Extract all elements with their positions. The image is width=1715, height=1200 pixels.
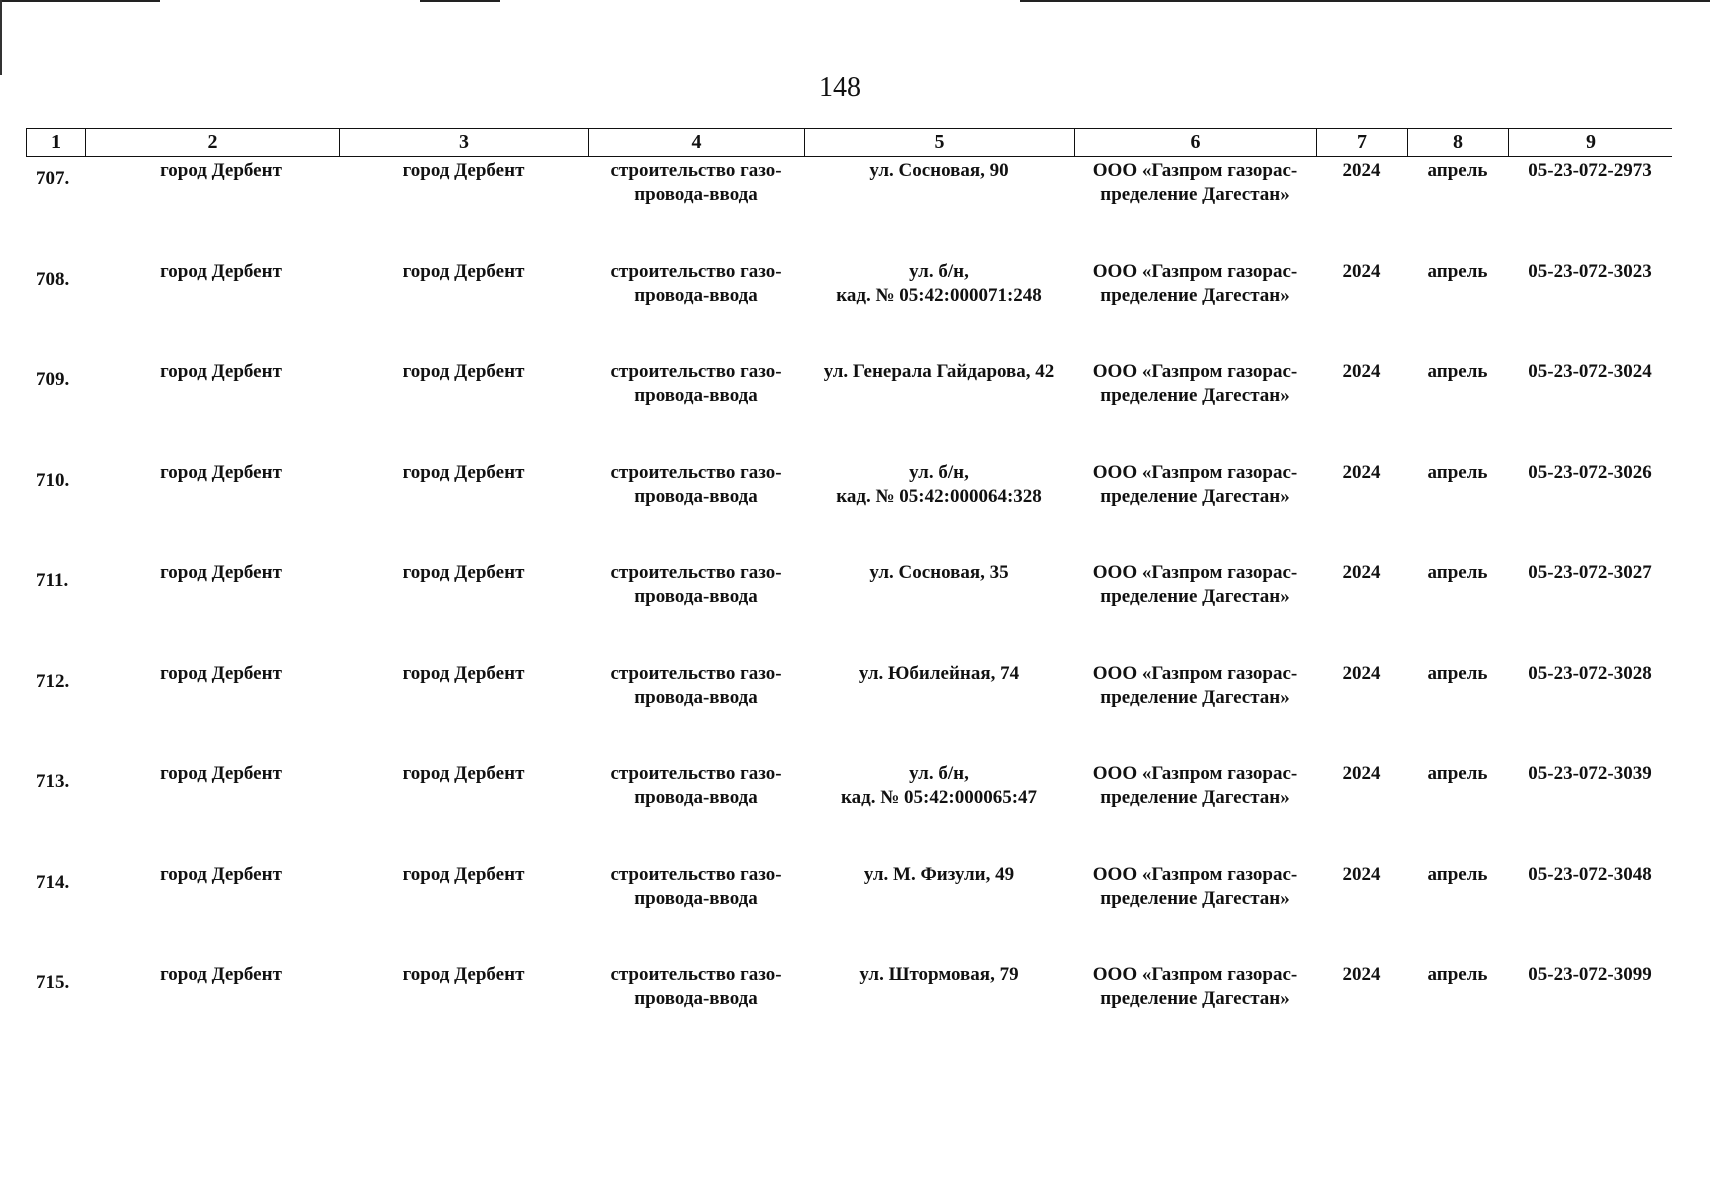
municipality-cell: город Дербент	[160, 461, 282, 483]
work-type-cell	[588, 963, 804, 1011]
address-cell-line: кад. № 05:42:000064:328	[836, 485, 1042, 507]
settlement-cell: город Дербент	[402, 160, 525, 181]
table-row	[26, 258, 1672, 359]
code-cell: 05-23-072-3023	[1528, 260, 1652, 282]
scan-edge-mark	[1020, 0, 1710, 2]
code-cell: 05-23-072-3027	[1528, 562, 1652, 583]
organization-cell	[1074, 863, 1316, 911]
organization-cell-line: пределение Дагестан»	[1100, 586, 1290, 607]
row-number: 712.	[36, 670, 70, 692]
address-cell	[804, 963, 1074, 987]
settlement-cell: город Дербент	[402, 562, 525, 583]
organization-cell	[1074, 561, 1316, 609]
address-cell-line: ул. Штормовая, 79	[859, 964, 1019, 985]
year-cell: 2024	[1342, 160, 1381, 181]
code-cell: 05-23-072-2973	[1528, 160, 1652, 181]
year-cell: 2024	[1342, 461, 1381, 483]
column-header: 4	[589, 129, 805, 156]
month-cell: апрель	[1427, 461, 1488, 483]
work-type-cell-line: строительство газо-	[610, 361, 782, 382]
table-row	[26, 459, 1672, 560]
settlement-cell: город Дербент	[402, 964, 525, 985]
column-header: 6	[1075, 129, 1317, 156]
work-type-cell	[588, 762, 804, 810]
organization-cell	[1074, 963, 1316, 1011]
address-cell-line: ул. б/н,	[909, 763, 969, 784]
organization-cell-line: пределение Дагестан»	[1100, 787, 1290, 808]
row-number: 715.	[36, 972, 70, 993]
work-type-cell	[588, 561, 804, 609]
address-cell-line: ул. Сосновая, 90	[869, 160, 1009, 181]
address-cell	[804, 159, 1074, 183]
table-row	[26, 559, 1672, 660]
registry-table	[26, 128, 1672, 1062]
month-cell: апрель	[1427, 863, 1488, 885]
row-number: 710.	[36, 469, 70, 491]
organization-cell	[1074, 360, 1316, 408]
column-header: 5	[805, 129, 1075, 156]
month-cell: апрель	[1427, 763, 1488, 784]
address-cell-line: кад. № 05:42:000071:248	[836, 284, 1042, 306]
column-header: 3	[340, 129, 589, 156]
work-type-cell-line: провода-ввода	[634, 988, 758, 1009]
organization-cell-line: ООО «Газпром газорас-	[1092, 260, 1298, 282]
row-number: 711.	[36, 570, 69, 591]
code-cell: 05-23-072-3024	[1528, 361, 1652, 382]
address-cell-line: ул. б/н,	[909, 461, 969, 483]
address-cell-line: кад. № 05:42:000065:47	[840, 787, 1038, 808]
settlement-cell: город Дербент	[402, 461, 525, 483]
table-body	[26, 157, 1672, 1062]
row-number: 707.	[36, 168, 70, 189]
municipality-cell: город Дербент	[160, 863, 282, 885]
month-cell: апрель	[1427, 361, 1488, 382]
code-cell: 05-23-072-3048	[1528, 863, 1652, 885]
work-type-cell-line: строительство газо-	[610, 562, 782, 583]
work-type-cell	[588, 461, 804, 509]
page-number: 148	[819, 72, 861, 103]
column-header: 8	[1408, 129, 1509, 156]
organization-cell	[1074, 762, 1316, 810]
organization-cell-line: ООО «Газпром газорас-	[1092, 562, 1298, 583]
work-type-cell-line: строительство газо-	[610, 260, 782, 282]
row-number: 708.	[36, 268, 70, 290]
work-type-cell-line: строительство газо-	[610, 160, 782, 181]
work-type-cell-line: строительство газо-	[610, 763, 782, 784]
organization-cell-line: пределение Дагестан»	[1100, 686, 1290, 708]
work-type-cell-line: провода-ввода	[634, 887, 758, 909]
work-type-cell-line: провода-ввода	[634, 284, 758, 306]
code-cell: 05-23-072-3039	[1528, 763, 1652, 784]
address-cell-line: ул. Юбилейная, 74	[858, 662, 1020, 684]
address-cell-line: ул. М. Физули, 49	[863, 863, 1015, 885]
year-cell: 2024	[1342, 562, 1381, 583]
organization-cell	[1074, 260, 1316, 308]
organization-cell-line: ООО «Газпром газорас-	[1092, 361, 1298, 382]
address-cell	[804, 863, 1074, 887]
settlement-cell: город Дербент	[402, 260, 525, 282]
month-cell: апрель	[1427, 260, 1488, 282]
address-cell	[804, 561, 1074, 585]
address-cell	[804, 461, 1074, 509]
month-cell: апрель	[1427, 964, 1488, 985]
scan-edge-mark	[420, 0, 500, 2]
year-cell: 2024	[1342, 260, 1381, 282]
column-header: 7	[1317, 129, 1408, 156]
work-type-cell	[588, 662, 804, 710]
organization-cell-line: пределение Дагестан»	[1100, 988, 1290, 1009]
municipality-cell: город Дербент	[160, 160, 282, 181]
address-cell-line: ул. Генерала Гайдарова, 42	[823, 361, 1055, 382]
table-row	[26, 660, 1672, 761]
address-cell	[804, 360, 1074, 384]
year-cell: 2024	[1342, 361, 1381, 382]
code-cell: 05-23-072-3026	[1528, 461, 1652, 483]
organization-cell-line: ООО «Газпром газорас-	[1092, 461, 1298, 483]
organization-cell-line: пределение Дагестан»	[1100, 485, 1290, 507]
organization-cell-line: пределение Дагестан»	[1100, 887, 1290, 909]
year-cell: 2024	[1342, 964, 1381, 985]
year-cell: 2024	[1342, 662, 1381, 684]
address-cell	[804, 762, 1074, 810]
work-type-cell-line: строительство газо-	[610, 461, 782, 483]
work-type-cell	[588, 159, 804, 207]
row-number: 713.	[36, 771, 70, 792]
month-cell: апрель	[1427, 160, 1488, 181]
year-cell: 2024	[1342, 863, 1381, 885]
table-row	[26, 157, 1672, 258]
municipality-cell: город Дербент	[160, 662, 282, 684]
work-type-cell-line: строительство газо-	[610, 964, 782, 985]
organization-cell	[1074, 159, 1316, 207]
organization-cell-line: пределение Дагестан»	[1100, 184, 1290, 205]
organization-cell-line: ООО «Газпром газорас-	[1092, 863, 1298, 885]
work-type-cell-line: строительство газо-	[610, 662, 782, 684]
organization-cell-line: пределение Дагестан»	[1100, 284, 1290, 306]
address-cell	[804, 662, 1074, 686]
code-cell: 05-23-072-3028	[1528, 662, 1652, 684]
table-header	[26, 128, 1672, 157]
column-header: 2	[86, 129, 340, 156]
work-type-cell-line: строительство газо-	[610, 863, 782, 885]
organization-cell-line: ООО «Газпром газорас-	[1092, 160, 1298, 181]
organization-cell	[1074, 662, 1316, 710]
organization-cell-line: ООО «Газпром газорас-	[1092, 964, 1298, 985]
municipality-cell: город Дербент	[160, 361, 282, 382]
address-cell-line: ул. б/н,	[909, 260, 969, 282]
code-cell: 05-23-072-3099	[1528, 964, 1652, 985]
work-type-cell-line: провода-ввода	[634, 485, 758, 507]
row-number: 714.	[36, 871, 70, 893]
work-type-cell-line: провода-ввода	[634, 686, 758, 708]
work-type-cell	[588, 360, 804, 408]
organization-cell	[1074, 461, 1316, 509]
table-row	[26, 861, 1672, 962]
scan-edge-mark	[0, 0, 160, 2]
work-type-cell-line: провода-ввода	[634, 787, 758, 808]
organization-cell-line: ООО «Газпром газорас-	[1092, 662, 1298, 684]
work-type-cell	[588, 260, 804, 308]
column-header: 9	[1586, 131, 1596, 153]
work-type-cell	[588, 863, 804, 911]
address-cell	[804, 260, 1074, 308]
settlement-cell: город Дербент	[402, 763, 525, 784]
work-type-cell-line: провода-ввода	[634, 184, 758, 205]
month-cell: апрель	[1427, 562, 1488, 583]
municipality-cell: город Дербент	[160, 964, 282, 985]
settlement-cell: город Дербент	[402, 662, 525, 684]
organization-cell-line: ООО «Газпром газорас-	[1092, 763, 1298, 784]
column-header: 1	[27, 129, 86, 156]
address-cell-line: ул. Сосновая, 35	[869, 562, 1009, 583]
row-number: 709.	[36, 369, 70, 390]
month-cell: апрель	[1427, 662, 1488, 684]
municipality-cell: город Дербент	[160, 763, 282, 784]
settlement-cell: город Дербент	[402, 361, 525, 382]
municipality-cell: город Дербент	[160, 562, 282, 583]
organization-cell-line: пределение Дагестан»	[1100, 385, 1290, 406]
table-row	[26, 760, 1672, 861]
work-type-cell-line: провода-ввода	[634, 385, 758, 406]
municipality-cell: город Дербент	[160, 260, 282, 282]
settlement-cell: город Дербент	[402, 863, 525, 885]
year-cell: 2024	[1342, 763, 1381, 784]
table-row	[26, 961, 1672, 1062]
work-type-cell-line: провода-ввода	[634, 586, 758, 607]
scan-edge-mark	[0, 0, 2, 75]
table-row	[26, 358, 1672, 459]
